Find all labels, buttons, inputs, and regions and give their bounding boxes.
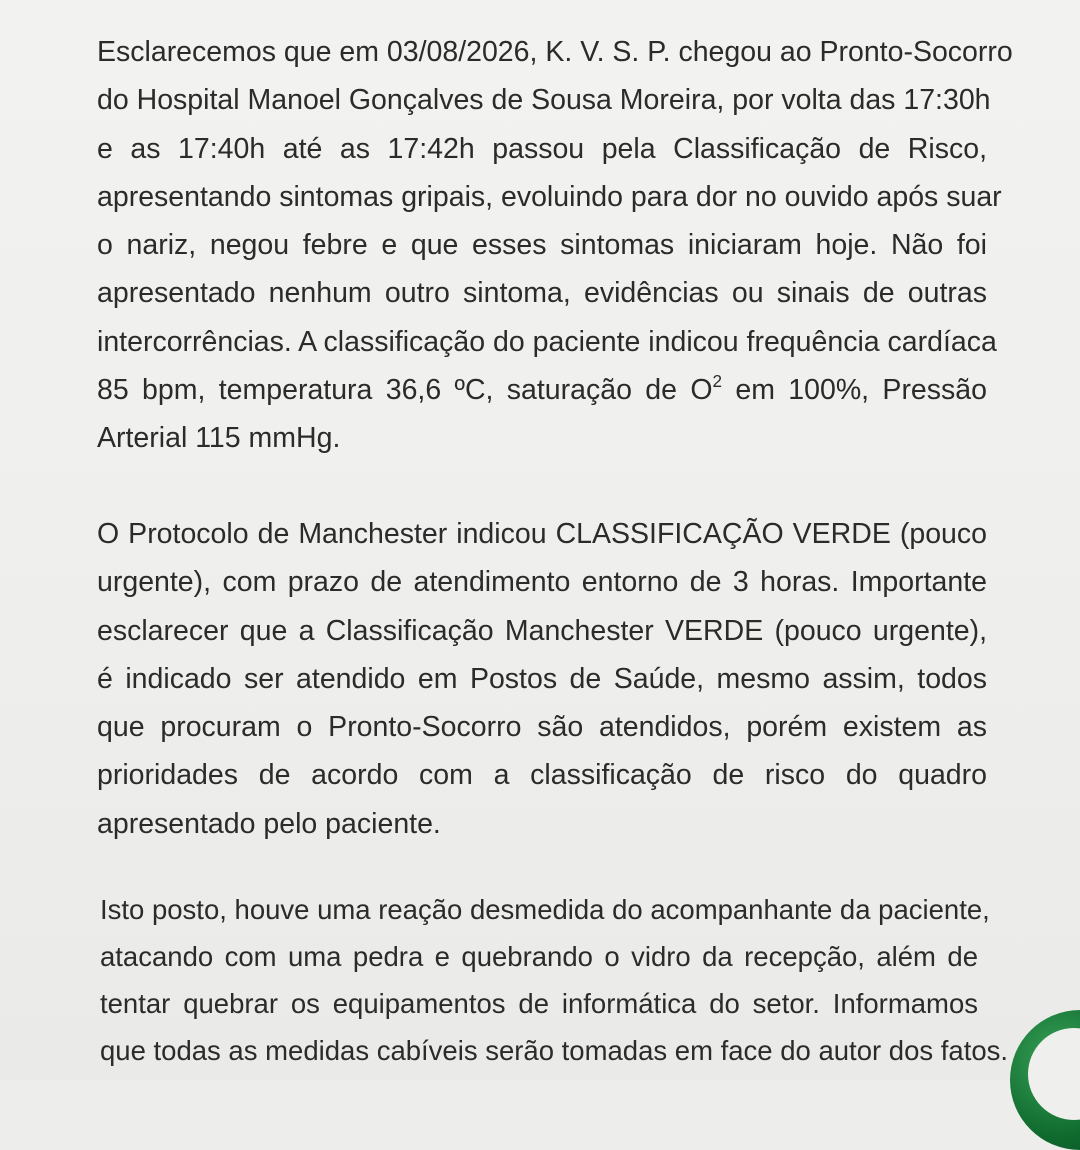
text-line: que procuram o Pronto-Socorro são atendidos, porém existem as — [97, 711, 987, 744]
text-line: intercorrências. A classificação do paciente indicou frequência cardíaca — [97, 325, 997, 358]
text-line: apresentado nenhum outro sintoma, evidências ou sinais de outras — [97, 277, 987, 310]
text-line: e as 17:40h até as 17:42h passou pela Classificação de Risco, — [97, 132, 987, 165]
text-line: é indicado ser atendido em Postos de Saúde, mesmo assim, todos — [97, 662, 987, 695]
text-line: apresentado pelo paciente. — [97, 807, 441, 840]
vitals-text-before: 85 bpm, temperatura 36,6 ºC, saturação de O — [97, 374, 713, 407]
text-line: atacando com uma pedra e quebrando o vidro da recepção, além de — [100, 941, 978, 972]
text-line: Isto posto, houve uma reação desmedida do acompanhante da paciente, — [100, 894, 990, 925]
oxygen-superscript: 2 — [712, 372, 723, 392]
text-line: que todas as medidas cabíveis serão tomadas em face do autor dos fatos. — [100, 1035, 1009, 1066]
text-line: apresentando sintomas gripais, evoluindo para dor no ouvido após suar — [97, 180, 1002, 213]
text-line-vitals — [97, 366, 987, 414]
text-line: Esclarecemos que em 03/08/2026, K. V. S. P. chegou ao Pronto-Socorro — [97, 36, 1013, 68]
paragraph-manchester-protocol — [97, 510, 987, 848]
paragraph-incident-summary — [97, 28, 1013, 463]
text-line: O Protocolo de Manchester indicou CLASSIFICAÇÃO VERDE (pouco — [97, 518, 987, 550]
text-line: do Hospital Manoel Gonçalves de Sousa Moreira, por volta das 17:30h — [97, 84, 991, 117]
text-line: tentar quebrar os equipamentos de informática do setor. Informamos — [100, 988, 978, 1019]
text-line: Arterial 115 mmHg. — [97, 422, 341, 455]
text-line: o nariz, negou febre e que esses sintomas iniciaram hoje. Não foi — [97, 229, 987, 262]
text-line: esclarecer que a Classificação Manchester VERDE (pouco urgente), — [97, 614, 987, 647]
vitals-text-after: em 100%, Pressão — [722, 374, 987, 407]
text-line: prioridades de acordo com a classificação de risco do quadro — [97, 759, 987, 792]
text-line: urgente), com prazo de atendimento entorno de 3 horas. Importante — [97, 566, 987, 599]
paragraph-incident-reaction — [100, 886, 1009, 1074]
